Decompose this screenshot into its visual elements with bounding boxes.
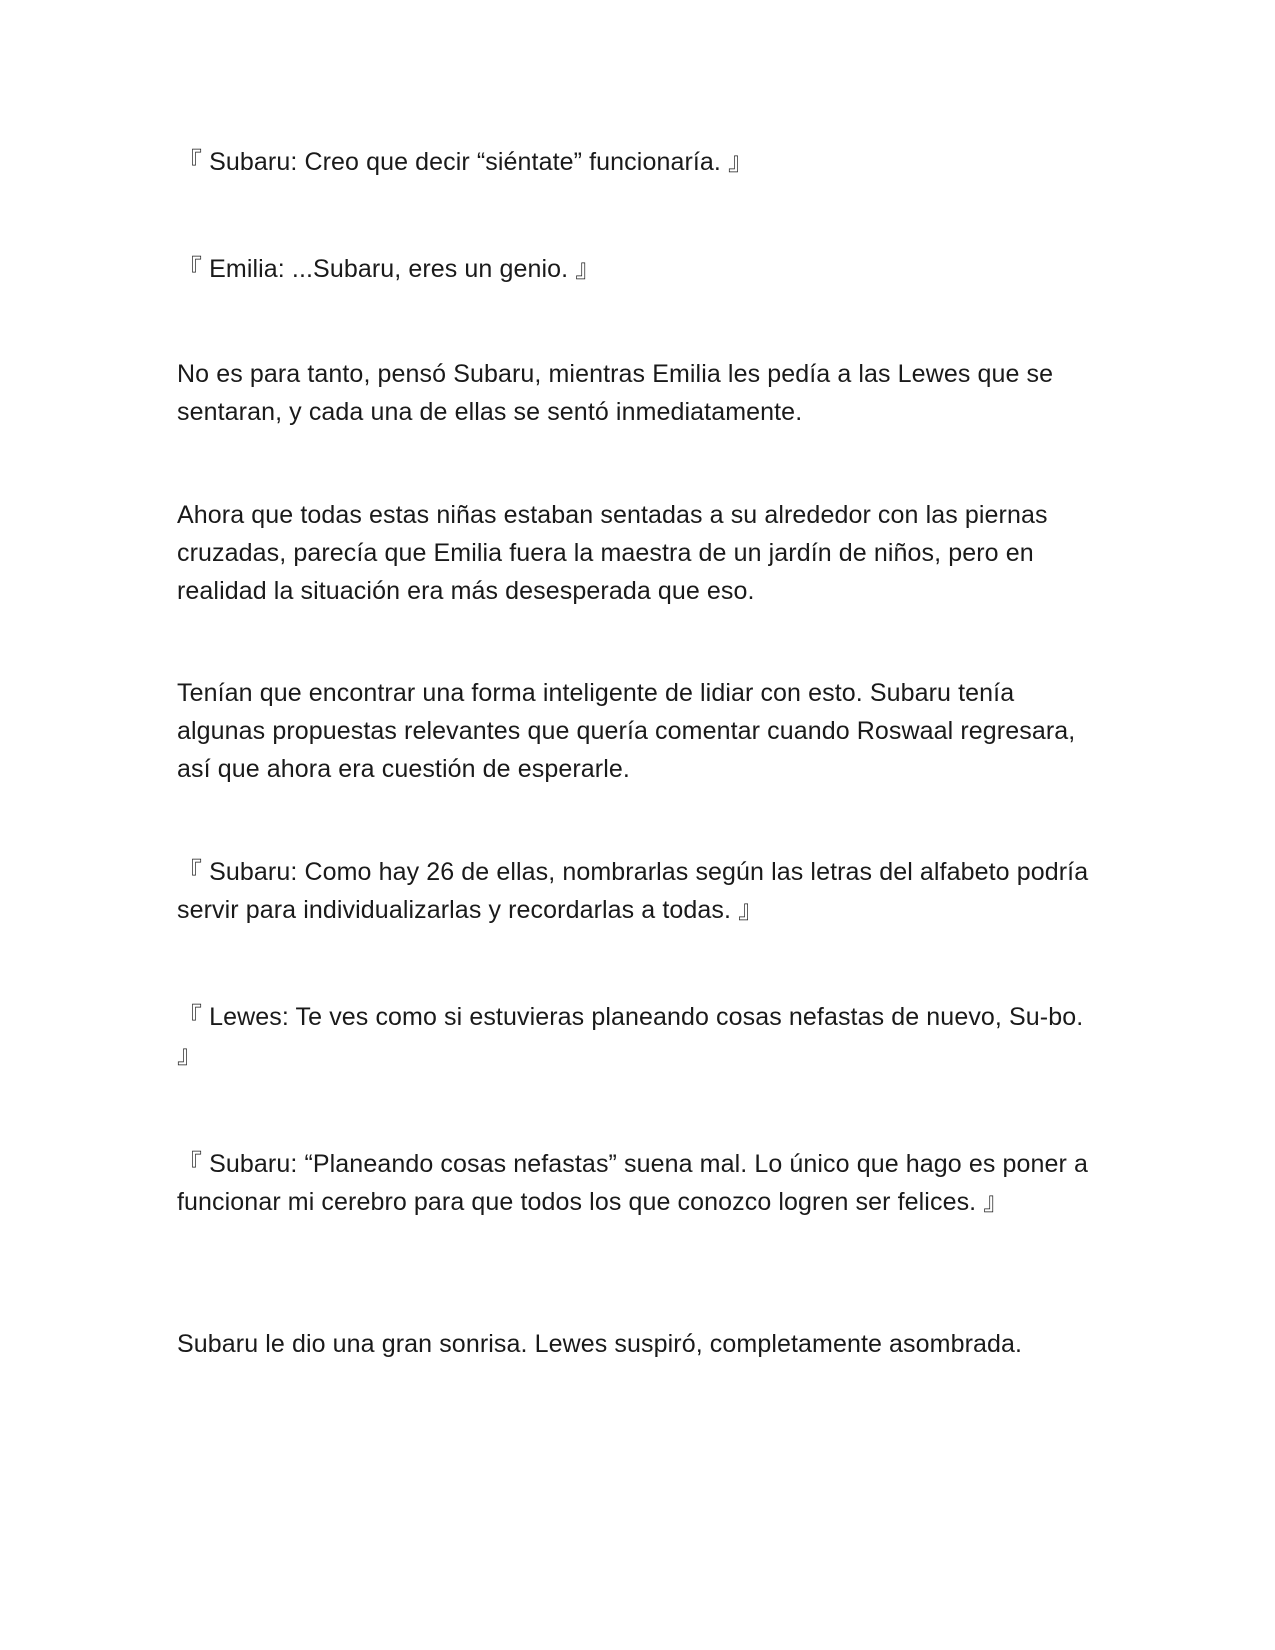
narration-paragraph-3: Tenían que encontrar una forma inteligente de lidiar con esto. Subaru tenía algunas propuestas relevantes que quería comentar cuando Roswaal regresara, así que ahora era cuestión de esperarle. xyxy=(177,679,1076,783)
dialogue-subaru-cerebro: 『 Subaru: “Planeando cosas nefastas” suena mal. Lo único que hago es poner a funcionar mi cerebro para que todos los que conozco logren ser felices. 』 xyxy=(177,1150,1088,1216)
dialogue-subaru-sientate: 『 Subaru: Creo que decir “siéntate” funcionaría. 』 xyxy=(177,148,754,176)
dialogue-lewes-nefastas: 『 Lewes: Te ves como si estuvieras planeando cosas nefastas de nuevo, Su-bo. 』 xyxy=(177,1003,1084,1069)
narration-paragraph-4: Subaru le dio una gran sonrisa. Lewes suspiró, completamente asombrada. xyxy=(177,1330,1023,1358)
dialogue-emilia-genio: 『 Emilia: ...Subaru, eres un genio. 』 xyxy=(177,255,601,283)
dialogue-subaru-alfabeto: 『 Subaru: Como hay 26 de ellas, nombrarlas según las letras del alfabeto podría servir para individualizarlas y recordarlas a todas. 』 xyxy=(177,858,1089,924)
narration-paragraph-1: No es para tanto, pensó Subaru, mientras Emilia les pedía a las Lewes que se sentaran, y cada una de ellas se sentó inmediatamente. xyxy=(177,360,1054,426)
narration-paragraph-2: Ahora que todas estas niñas estaban sentadas a su alrededor con las piernas cruzadas, parecía que Emilia fuera la maestra de un jardín de niños, pero en realidad la situación era más desesperada que eso. xyxy=(177,501,1048,605)
